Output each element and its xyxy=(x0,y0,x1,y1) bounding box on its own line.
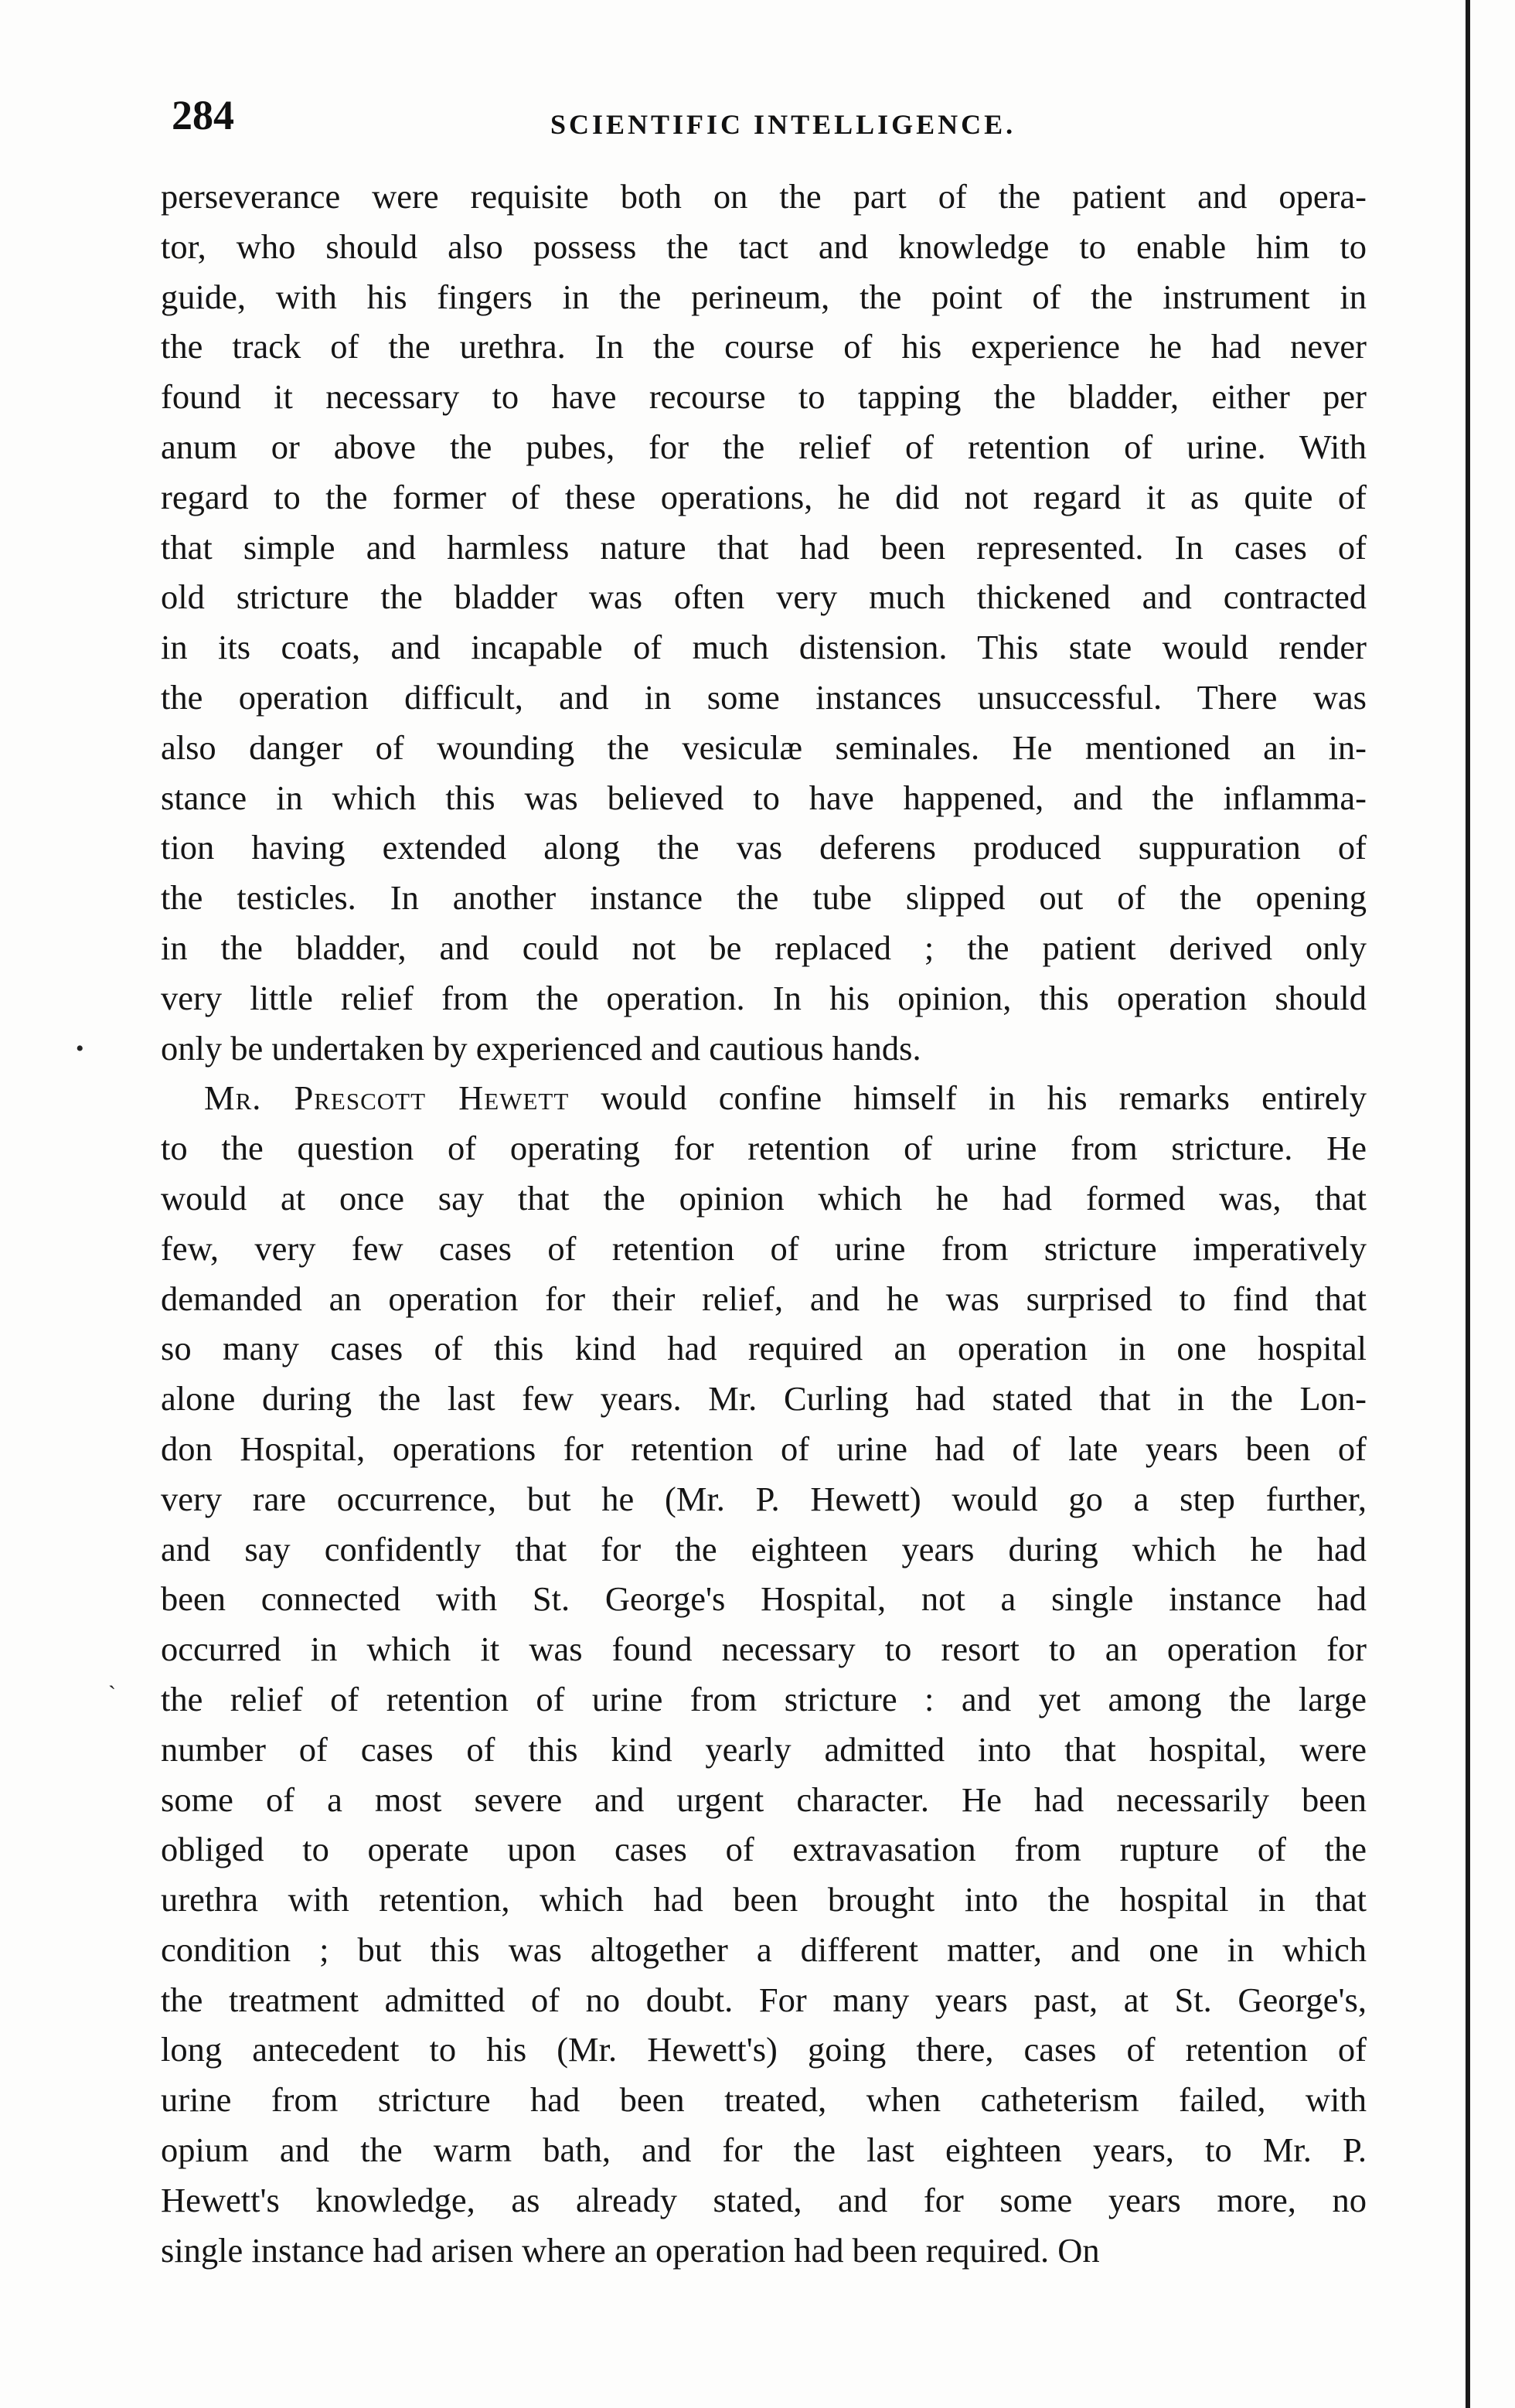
text-line: tor, who should also possess the tact and knowledge to enable him to xyxy=(161,226,1367,266)
running-head: SCIENTIFIC INTELLIGENCE. xyxy=(550,109,1016,140)
text-line: to the question of operating for retention of urine from stricture. He xyxy=(161,1129,1367,1168)
text-line: opium and the warm bath, and for the last eighteen years, to Mr. P. xyxy=(161,2130,1367,2170)
paragraph-2-first-line xyxy=(161,1073,1367,1123)
text-line: few, very few cases of retention of urine from stricture imperatively xyxy=(161,1228,1367,1268)
speaker-name: Mr. Prescott Hewett xyxy=(204,1078,570,1118)
text-line: in its coats, and incapable of much distension. This state would render xyxy=(161,628,1367,667)
page-number: 284 xyxy=(172,92,234,138)
text-line: alone during the last few years. Mr. Curling had stated that in the Lon- xyxy=(161,1379,1367,1419)
text-line: only be undertaken by experienced and cautious hands. xyxy=(161,1028,921,1068)
text-line: long antecedent to his (Mr. Hewett's) going there, cases of retention of xyxy=(161,2030,1367,2069)
text-line: Hewett's knowledge, as already stated, and for some years more, no xyxy=(161,2180,1367,2219)
paragraph-1 xyxy=(161,172,1367,1073)
text-line: the operation difficult, and in some instances unsuccessful. There was xyxy=(161,677,1367,717)
text-line: the track of the urethra. In the course of his experience he had never xyxy=(161,327,1367,366)
text-line: very rare occurrence, but he (Mr. P. Hewett) would go a step further, xyxy=(161,1479,1367,1518)
text-line: the relief of retention of urine from stricture : and yet among the large xyxy=(161,1679,1367,1718)
text-line: some of a most severe and urgent character. He had necessarily been xyxy=(161,1780,1367,1819)
text-line: stance in which this was believed to have happened, and the inflamma- xyxy=(161,778,1367,817)
text-line: the testicles. In another instance the tube slipped out of the opening xyxy=(161,878,1367,918)
text-line: and say confidently that for the eighteen years during which he had xyxy=(161,1529,1367,1568)
text-line: urethra with retention, which had been brought into the hospital in that xyxy=(161,1880,1367,1919)
text-line: tion having extended along the vas deferens produced suppuration of xyxy=(161,828,1367,867)
page-header xyxy=(172,91,1370,153)
text-line: found it necessary to have recourse to tapping the bladder, either per xyxy=(161,377,1367,417)
text-line: so many cases of this kind had required an operation in one hospital xyxy=(161,1329,1367,1368)
text-line: occurred in which it was found necessary to resort to an operation for xyxy=(161,1630,1367,1669)
text-line: obliged to operate upon cases of extravasation from rupture of the xyxy=(161,1830,1367,1869)
page-edge-rule xyxy=(1466,0,1470,2408)
text-line: demanded an operation for their relief, and he was surprised to find that xyxy=(161,1279,1367,1318)
text-line: urine from stricture had been treated, when catheterism failed, with xyxy=(161,2080,1367,2120)
margin-dot-mark: • xyxy=(76,1036,84,1061)
text-line: would at once say that the opinion which he had formed was, that xyxy=(161,1178,1367,1218)
body-text xyxy=(161,172,1367,2275)
text-line: anum or above the pubes, for the relief of retention of urine. With xyxy=(161,427,1367,466)
text-line: very little relief from the operation. In his opinion, this operation should xyxy=(161,978,1367,1017)
text-line: don Hospital, operations for retention of urine had of late years been of xyxy=(161,1429,1367,1468)
margin-tick-mark: ˋ xyxy=(108,1681,116,1707)
text-line: perseverance were requisite both on the part of the patient and opera- xyxy=(161,177,1367,216)
paragraph-2 xyxy=(161,1073,1367,2275)
text-line: also danger of wounding the vesiculæ seminales. He mentioned an in- xyxy=(161,727,1367,767)
text-line: the treatment admitted of no doubt. For many years past, at St. George's, xyxy=(161,1980,1367,2019)
text-line: old stricture the bladder was often very much thickened and contracted xyxy=(161,577,1367,617)
text-line: single instance had arisen where an operation had been required. On xyxy=(161,2230,1100,2270)
text-line: been connected with St. George's Hospital, not a single instance had xyxy=(161,1579,1367,1619)
first-line-text: would confine himself in his remarks entirely xyxy=(569,1078,1367,1118)
text-line: condition ; but this was altogether a different matter, and one in which xyxy=(161,1929,1367,1969)
text-line: number of cases of this kind yearly admitted into that hospital, were xyxy=(161,1729,1367,1769)
text-line: that simple and harmless nature that had been represented. In cases of xyxy=(161,527,1367,567)
text-line: guide, with his fingers in the perineum, the point of the instrument in xyxy=(161,277,1367,316)
text-line: regard to the former of these operations, he did not regard it as quite of xyxy=(161,477,1367,516)
text-line: in the bladder, and could not be replaced ; the patient derived only xyxy=(161,928,1367,967)
